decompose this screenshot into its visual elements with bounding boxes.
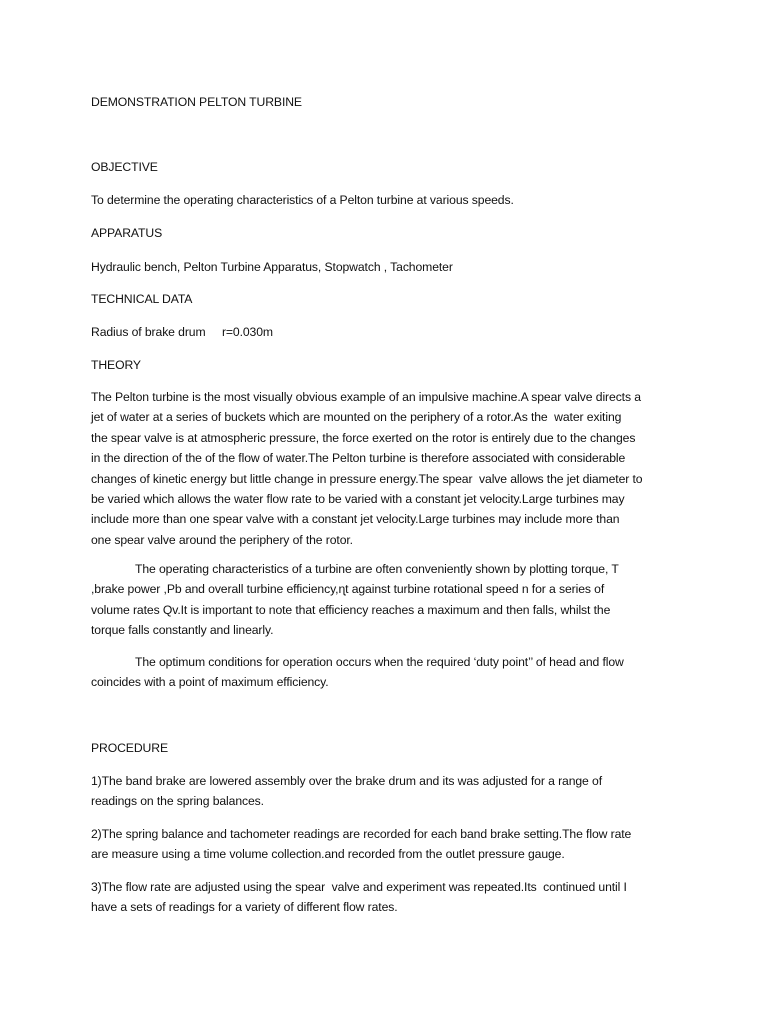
theory-heading: THEORY [91, 358, 141, 372]
text-line: have a sets of readings for a variety of different flow rates. [91, 900, 398, 915]
document-title: DEMONSTRATION PELTON TURBINE [91, 95, 302, 109]
text-line: in the direction of the of the flow of water.The Pelton turbine is therefore associated with considerable [91, 451, 626, 466]
text-line: readings on the spring balances. [91, 794, 264, 809]
text-line: 3)The flow rate are adjusted using the spear valve and experiment was repeated.Its continued until I [91, 880, 627, 894]
theory-paragraph-2 [91, 559, 691, 641]
text-line: volume rates Qv.It is important to note that efficiency reaches a maximum and then falls, whilst the [91, 602, 611, 617]
text-line: one spear valve around the periphery of the rotor. [91, 532, 353, 547]
procedure-heading: PROCEDURE [91, 741, 168, 755]
text-line: coincides with a point of maximum efficiency. [91, 675, 329, 690]
text-line: torque falls constantly and linearly. [91, 623, 274, 638]
apparatus-heading: APPARATUS [91, 226, 163, 240]
text-line: 2)The spring balance and tachometer readings are recorded for each band brake setting.The flow rate [91, 827, 632, 841]
procedure-step-3 [91, 877, 691, 918]
text-line: ,brake power ,Pb and overall turbine efficiency,ɳt against turbine rotational speed n for a series of [91, 582, 605, 597]
technical-data-text: Radius of brake drum r=0.030m [91, 325, 273, 339]
text-line: be varied which allows the water flow rate to be varied with a constant jet velocity.Large turbines may [91, 492, 625, 507]
text-line: The optimum conditions for operation occurs when the required ‘duty point’’ of head and flow [135, 655, 624, 669]
text-line: jet of water at a series of buckets which are mounted on the periphery of a rotor.As the water exiting [91, 410, 622, 425]
text-line: The Pelton turbine is the most visually obvious example of an impulsive machine.A spear valve directs a [91, 390, 641, 404]
theory-paragraph-3 [91, 652, 691, 693]
apparatus-text: Hydraulic bench, Pelton Turbine Apparatus, Stopwatch , Tachometer [91, 260, 453, 274]
objective-text: To determine the operating characteristics of a Pelton turbine at various speeds. [91, 193, 514, 207]
text-line: 1)The band brake are lowered assembly over the brake drum and its was adjusted for a range of [91, 774, 602, 788]
text-line: are measure using a time volume collection.and recorded from the outlet pressure gauge. [91, 847, 565, 862]
procedure-step-2 [91, 824, 691, 865]
technical-data-heading: TECHNICAL DATA [91, 292, 193, 306]
objective-heading: OBJECTIVE [91, 160, 158, 174]
text-line: The operating characteristics of a turbine are often conveniently shown by plotting torque, T [135, 562, 619, 576]
theory-paragraph-1 [91, 387, 691, 550]
text-line: the spear valve is at atmospheric pressure, the force exerted on the rotor is entirely due to the changes [91, 430, 636, 445]
text-line: changes of kinetic energy but little change in pressure energy.The spear valve allows the jet diameter to [91, 471, 643, 486]
procedure-step-1 [91, 771, 691, 812]
text-line: include more than one spear valve with a constant jet velocity.Large turbines may include more than [91, 512, 620, 527]
